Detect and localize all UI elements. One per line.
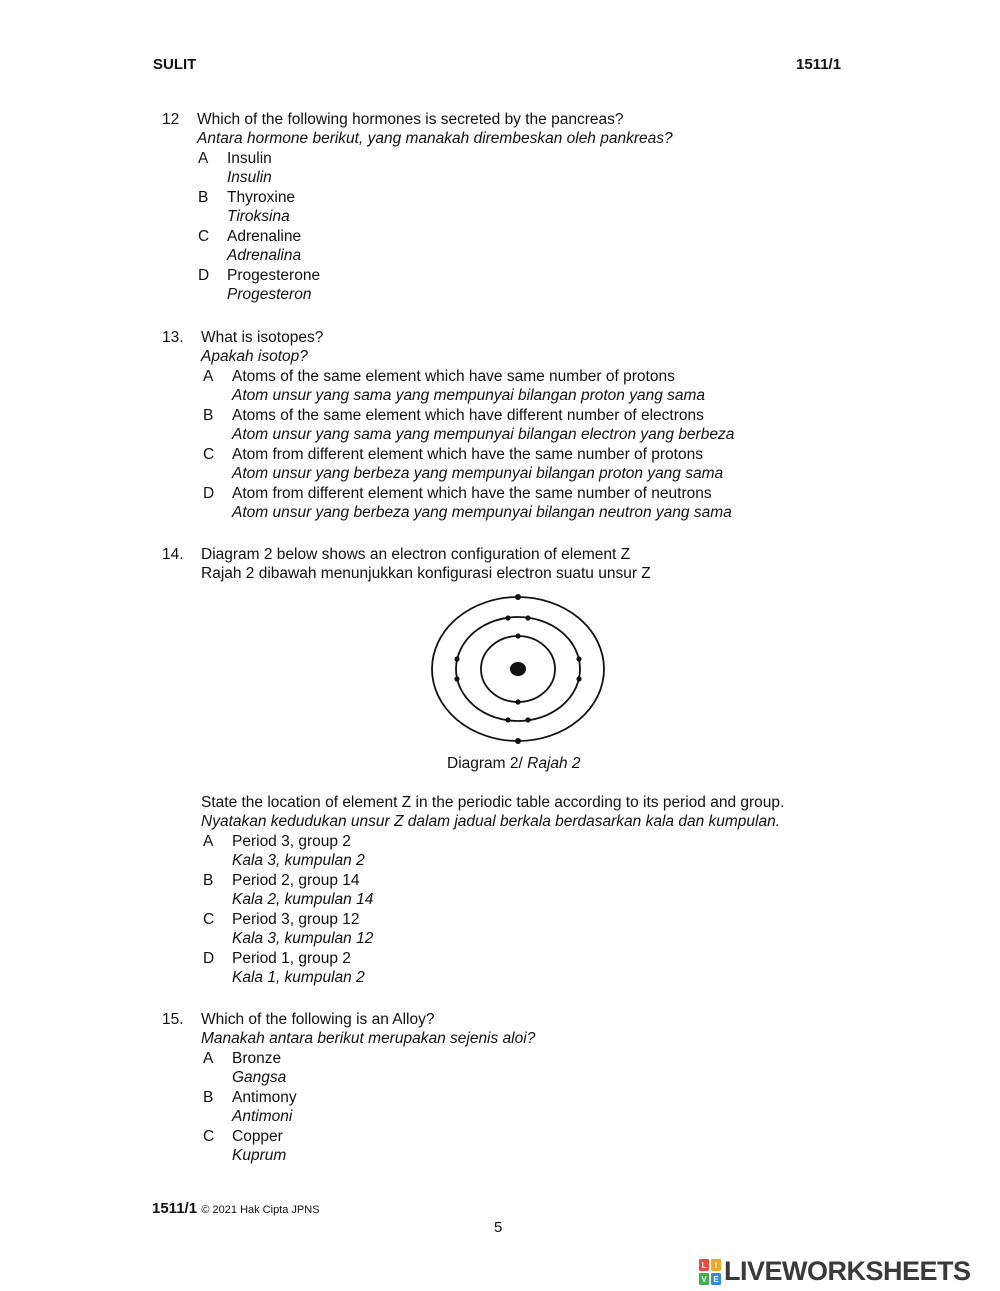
option-text-en: Progesterone [227, 267, 321, 284]
option-text-en: Copper [232, 1128, 283, 1145]
option-b[interactable] [203, 1088, 803, 1127]
electron-dot [505, 717, 510, 722]
option-text-en: Insulin [227, 150, 272, 167]
electron-configuration-diagram [427, 590, 609, 750]
electron-dot [505, 615, 510, 620]
option-text-ms: Tiroksina [227, 208, 290, 226]
question-stem-ms: Antara hormone berikut, yang manakah dirembeskan oleh pankreas? [197, 130, 673, 148]
option-text-en: Period 3, group 12 [232, 911, 360, 928]
option-text-en: Atom from different element which have the same number of neutrons [232, 485, 712, 502]
option-text-ms: Adrenalina [227, 247, 302, 265]
question-number: 13. [162, 329, 184, 346]
question-number: 14. [162, 546, 184, 563]
option-a[interactable] [198, 149, 798, 188]
electron-dot [525, 615, 530, 620]
option-d[interactable] [198, 266, 798, 305]
option-letter: B [203, 407, 214, 424]
question-stem-ms: Apakah isotop? [201, 348, 308, 366]
option-text-ms: Kala 1, kumpulan 2 [232, 969, 365, 987]
electron-dot [454, 676, 459, 681]
option-text-en: Atom from different element which have the same number of protons [232, 446, 703, 463]
option-text-ms: Kala 3, kumpulan 2 [232, 852, 365, 870]
option-text-ms: Atom unsur yang sama yang mempunyai bilangan electron yang berbeza [232, 426, 735, 444]
option-letter: A [203, 833, 214, 850]
option-text-ms: Kuprum [232, 1147, 287, 1165]
option-c[interactable] [203, 910, 803, 949]
question-stem-ms: Rajah 2 dibawah menunjukkan konfigurasi electron suatu unsur Z [201, 565, 651, 583]
option-text-en: Period 1, group 2 [232, 950, 351, 967]
svg-text:L: L [701, 1260, 707, 1270]
electron-dot [515, 738, 521, 744]
question-stem-en: Diagram 2 below shows an electron configuration of element Z [201, 546, 631, 563]
option-text-ms: Kala 2, kumpulan 14 [232, 891, 374, 909]
option-letter: A [203, 1050, 214, 1067]
option-c[interactable] [203, 1127, 803, 1166]
caption-ms: Rajah 2 [527, 755, 581, 772]
option-text-ms: Atom unsur yang sama yang mempunyai bilangan proton yang sama [232, 387, 706, 405]
electron-dot [525, 717, 530, 722]
option-letter: B [203, 1089, 214, 1106]
options-list [203, 832, 803, 988]
option-text-ms: Atom unsur yang berbeza yang mempunyai bilangan proton yang sama [232, 465, 724, 483]
question-stem-en: Which of the following hormones is secreted by the pancreas? [197, 111, 624, 128]
option-c[interactable] [198, 227, 798, 266]
svg-text:I: I [714, 1260, 718, 1270]
electron-dot [515, 633, 520, 638]
option-letter: B [203, 872, 214, 889]
svg-text:V: V [701, 1274, 707, 1284]
footer-copyright-line [152, 1200, 320, 1218]
electron-dot [454, 656, 459, 661]
option-text-en: Atoms of the same element which have different number of electrons [232, 407, 704, 424]
option-a[interactable] [203, 1049, 803, 1088]
option-b[interactable] [203, 406, 863, 445]
question-stem-en: What is isotopes? [201, 329, 324, 346]
footer-code: 1511/1 [152, 1200, 198, 1217]
option-d[interactable] [203, 484, 863, 523]
option-letter: C [203, 446, 215, 463]
header-right: 1511/1 [796, 56, 842, 73]
option-text-ms: Gangsa [232, 1069, 287, 1087]
option-b[interactable] [203, 871, 803, 910]
svg-text:E: E [713, 1274, 719, 1284]
question-number: 15. [162, 1011, 184, 1028]
option-text-ms: Kala 3, kumpulan 12 [232, 930, 374, 948]
option-text-en: Thyroxine [227, 189, 296, 206]
option-a[interactable] [203, 367, 863, 406]
liveworksheets-logo[interactable] [699, 1256, 971, 1287]
liveworksheets-mark-icon [699, 1259, 721, 1285]
electron-dot [515, 699, 520, 704]
option-text-en: Bronze [232, 1050, 282, 1067]
option-letter: C [203, 1128, 215, 1145]
option-letter: D [203, 950, 215, 967]
option-text-ms: Insulin [227, 169, 272, 187]
question-stem-ms: Manakah antara berikut merupakan sejenis aloi? [201, 1030, 536, 1048]
page-number: 5 [494, 1219, 503, 1236]
electron-dot [576, 656, 581, 661]
option-letter: A [203, 368, 214, 385]
option-letter: D [198, 267, 210, 284]
question-prompt-en: State the location of element Z in the periodic table according to its period and group. [201, 794, 785, 811]
header-left: SULIT [153, 56, 197, 73]
option-c[interactable] [203, 445, 863, 484]
electron-dot [515, 594, 521, 600]
nucleus [510, 662, 526, 676]
option-a[interactable] [203, 832, 803, 871]
liveworksheets-wordmark: LIVEWORKSHEETS [724, 1256, 971, 1286]
option-text-ms: Antimoni [232, 1108, 293, 1126]
option-letter: C [198, 228, 210, 245]
option-text-ms: Progesteron [227, 286, 312, 304]
option-letter: A [198, 150, 209, 167]
caption-en: Diagram 2/ [447, 755, 523, 772]
option-text-en: Period 2, group 14 [232, 872, 360, 889]
option-text-ms: Atom unsur yang berbeza yang mempunyai bilangan neutron yang sama [232, 504, 732, 522]
option-letter: C [203, 911, 215, 928]
footer-copyright: © 2021 Hak Cipta JPNS [201, 1204, 320, 1216]
option-text-en: Period 3, group 2 [232, 833, 351, 850]
option-b[interactable] [198, 188, 798, 227]
question-stem-en: Which of the following is an Alloy? [201, 1011, 435, 1028]
option-text-en: Antimony [232, 1089, 297, 1106]
diagram-caption [447, 754, 581, 773]
question-number: 12 [162, 111, 180, 128]
option-letter: B [198, 189, 209, 206]
option-letter: D [203, 485, 215, 502]
electron-dot [576, 676, 581, 681]
option-text-en: Atoms of the same element which have same number of protons [232, 368, 675, 385]
question-prompt-ms: Nyatakan kedudukan unsur Z dalam jadual berkala berdasarkan kala dan kumpulan. [201, 813, 781, 831]
option-text-en: Adrenaline [227, 228, 302, 245]
option-d[interactable] [203, 949, 803, 988]
